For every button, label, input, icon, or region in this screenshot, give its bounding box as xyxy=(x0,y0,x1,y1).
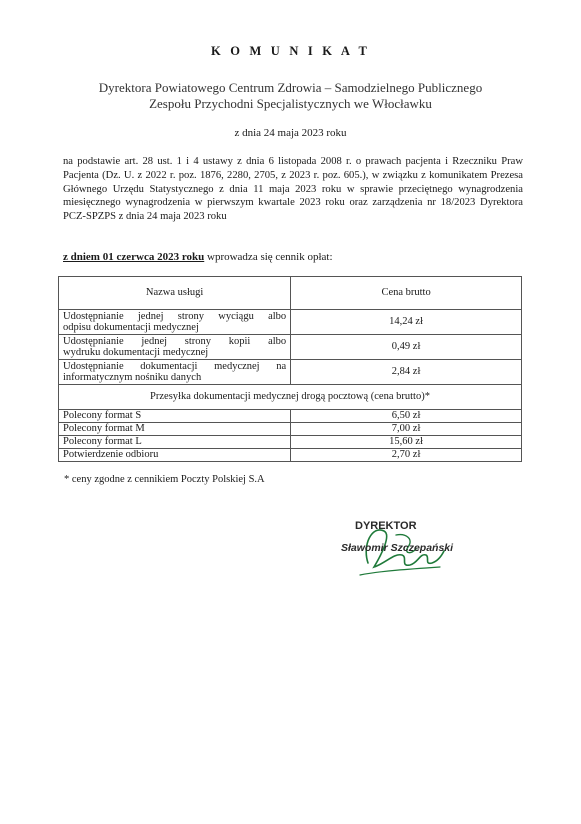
service-price-cell: 14,24 zł xyxy=(291,310,522,335)
postal-name-cell: Potwierdzenie odbioru xyxy=(59,449,291,462)
postal-name-cell: Polecony format S xyxy=(59,410,291,423)
service-name-cell xyxy=(59,360,291,385)
column-header-service: Nazwa usługi xyxy=(59,277,291,310)
service-name-line-1: Udostępnianie jednej strony kopii albo xyxy=(63,335,287,347)
document-title: K O M U N I K A T xyxy=(210,44,371,58)
postal-name-cell: Polecony format L xyxy=(59,436,291,449)
postal-price-cell: 6,50 zł xyxy=(291,410,522,423)
effective-date-rest: wprowadza się cennik opłat: xyxy=(204,251,333,263)
table-row xyxy=(59,423,522,436)
price-table xyxy=(58,276,522,462)
table-row xyxy=(59,335,522,360)
issuer-block xyxy=(60,80,521,112)
table-row xyxy=(59,310,522,335)
issuer-line-2: Zespołu Przychodni Specjalistycznych we Włocławku xyxy=(149,96,432,111)
legal-basis-paragraph: na podstawie art. 28 ust. 1 i 4 ustawy z dnia 6 listopada 2008 r. o prawach pacjenta i Rzeczniku Praw Pacjenta (Dz. U. z 2022 r. poz. 1876, 2280, 2705, z 2023 r. poz. 605.), w związku z komunikatem Prezesa Głównego Urzędu Statystycznego z dnia 11 maja 2023 roku w sprawie przeciętnego wynagrodzenia miesięcznego wynagrodzenia w pierwszym kwartale 2023 roku oraz zarządzenia nr 18/2023 Dyrektora PCZ-SPZPS z dnia 24 maja 2023 roku xyxy=(63,156,523,223)
service-name-line-2: odpisu dokumentacji medycznej xyxy=(63,322,199,333)
column-header-price: Cena brutto xyxy=(291,277,522,310)
footnote: * ceny zgodne z cennikiem Poczty Polskiej S.A xyxy=(64,474,265,485)
table-row xyxy=(59,410,522,423)
issue-date: z dnia 24 maja 2023 roku xyxy=(234,127,347,139)
postal-price-cell: 7,00 zł xyxy=(291,423,522,436)
table-header-row xyxy=(59,277,522,310)
table-row xyxy=(59,360,522,385)
service-name-line-2: informatycznym nośniku danych xyxy=(63,372,202,383)
postal-price-cell: 2,70 zł xyxy=(291,449,522,462)
service-name-line-1: Udostępnianie jednej strony wyciągu albo xyxy=(63,310,287,322)
table-row xyxy=(59,449,522,462)
service-name-cell xyxy=(59,310,291,335)
service-name-line-2: wydruku dokumentacji medycznej xyxy=(63,347,209,358)
service-name-line-1: Udostępnianie dokumentacji medycznej na xyxy=(63,360,287,372)
service-name-cell xyxy=(59,335,291,360)
issuer-line-1: Dyrektora Powiatowego Centrum Zdrowia – Samodzielnego Publicznego xyxy=(98,80,483,95)
service-price-cell: 0,49 zł xyxy=(291,335,522,360)
effective-date: z dniem 01 czerwca 2023 roku xyxy=(63,251,205,263)
postal-section-header: Przesyłka dokumentacji medycznej drogą pocztową (cena brutto)* xyxy=(59,385,522,410)
service-price-cell: 2,84 zł xyxy=(291,360,522,385)
signature-name: Sławomir Szczepański xyxy=(341,542,454,554)
signature-title: DYREKTOR xyxy=(355,520,417,532)
effective-date-line xyxy=(63,251,523,263)
postal-price-cell: 15,60 zł xyxy=(291,436,522,449)
table-row xyxy=(59,436,522,449)
postal-section-header-row xyxy=(59,385,522,410)
postal-name-cell: Polecony format M xyxy=(59,423,291,436)
